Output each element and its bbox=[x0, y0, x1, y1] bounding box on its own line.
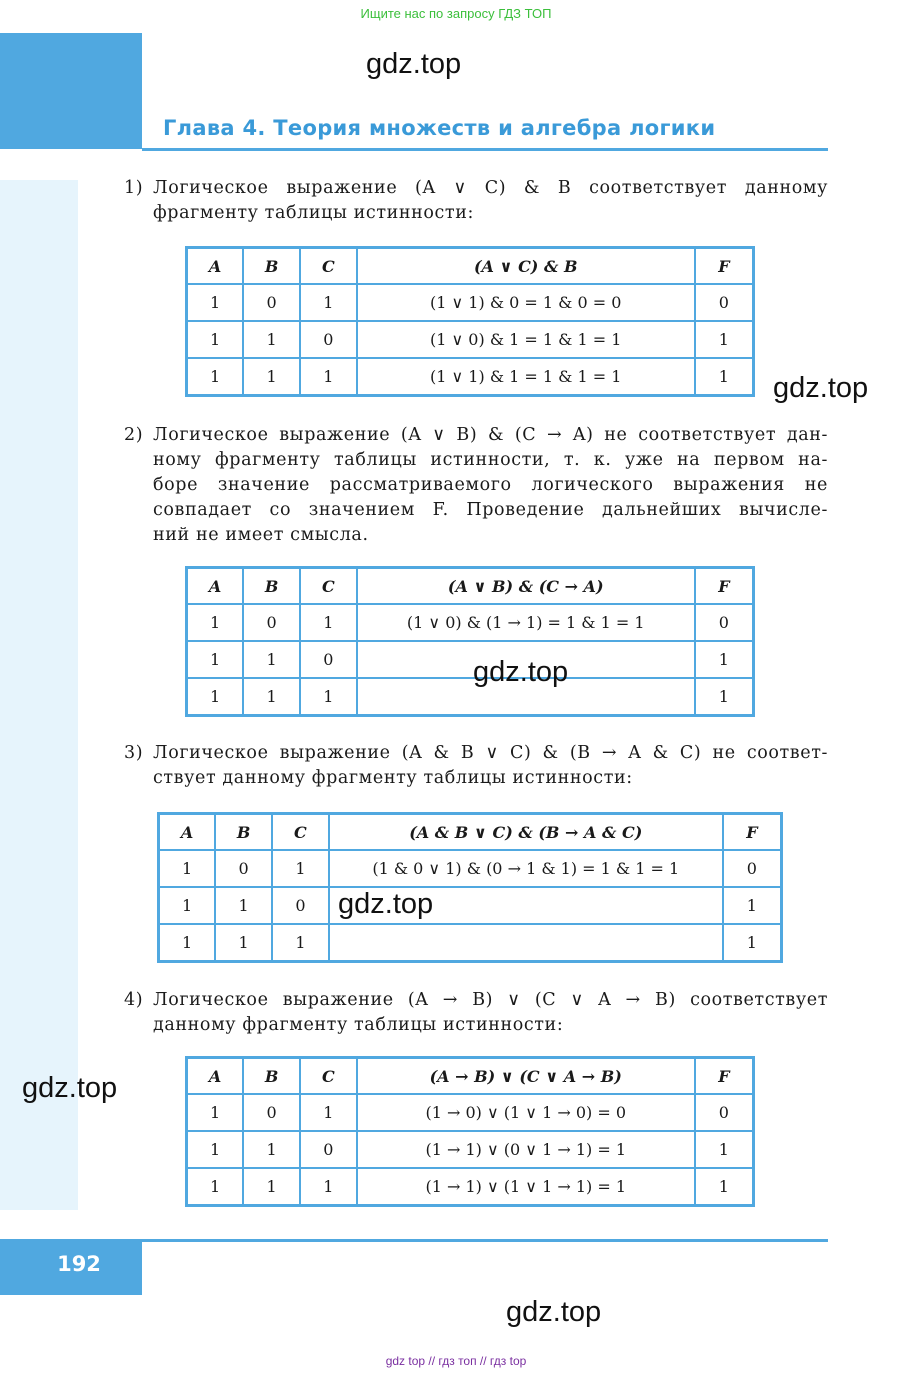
table-row bbox=[187, 1168, 754, 1206]
table-row bbox=[159, 887, 782, 924]
table-cell: 0 bbox=[300, 321, 357, 358]
table-header-row bbox=[159, 814, 782, 851]
table-row bbox=[159, 850, 782, 887]
table-cell: 0 bbox=[243, 284, 300, 321]
table-cell: 1 bbox=[187, 1131, 244, 1168]
section-number: 2) bbox=[124, 425, 144, 445]
header-cell: (A ∨ C) & B bbox=[357, 248, 695, 285]
header-cell: A bbox=[187, 568, 244, 605]
table-cell: 1 bbox=[187, 1168, 244, 1206]
truth-table-4 bbox=[185, 1056, 755, 1207]
header-cell: (A ∨ B) & (C → A) bbox=[357, 568, 695, 605]
table-cell: 1 bbox=[187, 604, 244, 641]
table-cell: (1 & 0 ∨ 1) & (0 → 1 & 1) = 1 & 1 = 1 bbox=[329, 850, 723, 887]
truth-table-2 bbox=[185, 566, 755, 717]
table-cell: 1 bbox=[300, 358, 357, 396]
header-cell: F bbox=[695, 1058, 754, 1095]
table-cell: 1 bbox=[300, 1168, 357, 1206]
table-cell: 1 bbox=[215, 924, 272, 962]
table-cell: 0 bbox=[300, 641, 357, 678]
table-cell: 1 bbox=[300, 284, 357, 321]
header-cell: C bbox=[300, 1058, 357, 1095]
table-cell: (1 → 1) ∨ (0 ∨ 1 → 1) = 1 bbox=[357, 1131, 695, 1168]
table-cell: 0 bbox=[695, 604, 754, 641]
table-cell: 1 bbox=[243, 678, 300, 716]
table-row bbox=[187, 641, 754, 678]
header-cell: C bbox=[300, 568, 357, 605]
header-cell: (A & B ∨ C) & (B → A & C) bbox=[329, 814, 723, 851]
section-number: 1) bbox=[124, 178, 144, 198]
table-cell: 1 bbox=[187, 1094, 244, 1131]
text-line: ствует данному фрагменту таблицы истинности: bbox=[153, 768, 633, 788]
watermark: gdz.top bbox=[338, 888, 434, 920]
header-cell: A bbox=[187, 248, 244, 285]
table-cell: 1 bbox=[723, 887, 782, 924]
section-number: 4) bbox=[124, 990, 144, 1010]
table-row bbox=[159, 924, 782, 962]
table-cell: 0 bbox=[215, 850, 272, 887]
header-cell: B bbox=[243, 1058, 300, 1095]
text-line: данному фрагменту таблицы истинности: bbox=[153, 1015, 564, 1035]
table-cell: 1 bbox=[243, 1168, 300, 1206]
truth-table-1 bbox=[185, 246, 755, 397]
table-cell: 1 bbox=[695, 321, 754, 358]
table-cell: 0 bbox=[272, 887, 329, 924]
footer-divider bbox=[142, 1239, 828, 1242]
table-cell: 1 bbox=[187, 678, 244, 716]
text-line: Логическое выражение (A ∨ B) & (C → A) не соответствует дан- bbox=[153, 425, 828, 445]
footer-links[interactable]: gdz top // гдз топ // гдз top bbox=[385, 1354, 527, 1368]
table-cell: 1 bbox=[159, 924, 216, 962]
section-1-text bbox=[124, 176, 828, 226]
table-cell: 1 bbox=[300, 1094, 357, 1131]
watermark: gdz.top bbox=[473, 656, 569, 688]
chapter-title: Глава 4. Теория множеств и алгебра логики bbox=[163, 116, 716, 140]
table-row bbox=[187, 678, 754, 716]
table-cell: 0 bbox=[243, 604, 300, 641]
watermark: gdz.top bbox=[366, 48, 462, 80]
table-cell: 0 bbox=[723, 850, 782, 887]
header-cell: B bbox=[243, 248, 300, 285]
table-cell: 0 bbox=[695, 284, 754, 321]
text-line: Логическое выражение (A ∨ C) & B соответствует данному bbox=[153, 178, 828, 198]
table-cell: 1 bbox=[723, 924, 782, 962]
table-cell: 1 bbox=[243, 321, 300, 358]
text-line: ний не имеет смысла. bbox=[153, 525, 369, 545]
table-cell: 1 bbox=[215, 887, 272, 924]
text-line: Логическое выражение (A & B ∨ C) & (B → A & C) не соответ- bbox=[153, 743, 828, 763]
header-cell: A bbox=[187, 1058, 244, 1095]
table-cell: 1 bbox=[300, 678, 357, 716]
table-cell: 1 bbox=[695, 1168, 754, 1206]
header-cell: F bbox=[695, 568, 754, 605]
table-cell: 1 bbox=[243, 641, 300, 678]
page-number: 192 bbox=[57, 1252, 101, 1276]
header-cell: (A → B) ∨ (C ∨ A → B) bbox=[357, 1058, 695, 1095]
watermark: gdz.top bbox=[506, 1296, 602, 1328]
text-line: боре значение рассматриваемого логического выражения не bbox=[153, 475, 828, 495]
section-2-text bbox=[124, 423, 828, 548]
section-number: 3) bbox=[124, 743, 144, 763]
text-line: ному фрагменту таблицы истинности, т. к. уже на первом на- bbox=[153, 450, 828, 470]
truth-table-3 bbox=[157, 812, 783, 963]
header-cell: B bbox=[215, 814, 272, 851]
table-cell: (1 ∨ 1) & 0 = 1 & 0 = 0 bbox=[357, 284, 695, 321]
table-cell: 1 bbox=[272, 924, 329, 962]
text-line: совпадает со значением F. Проведение дальнейших вычисле- bbox=[153, 500, 828, 520]
table-cell: 1 bbox=[159, 850, 216, 887]
table-cell: 1 bbox=[695, 641, 754, 678]
table-cell: (1 → 0) ∨ (1 ∨ 1 → 0) = 0 bbox=[357, 1094, 695, 1131]
chapter-divider bbox=[142, 148, 828, 151]
section-4-text bbox=[124, 988, 828, 1038]
text-line: фрагменту таблицы истинности: bbox=[153, 203, 474, 223]
header-cell: F bbox=[723, 814, 782, 851]
table-row bbox=[187, 1094, 754, 1131]
table-cell: 1 bbox=[695, 678, 754, 716]
table-header-row bbox=[187, 248, 754, 285]
table-header-row bbox=[187, 1058, 754, 1095]
table-row bbox=[187, 321, 754, 358]
table-cell: 1 bbox=[695, 358, 754, 396]
watermark: gdz.top bbox=[773, 372, 869, 404]
table-row bbox=[187, 358, 754, 396]
table-header-row bbox=[187, 568, 754, 605]
corner-color-block bbox=[0, 33, 142, 149]
table-cell: 1 bbox=[300, 604, 357, 641]
table-cell: (1 → 1) ∨ (1 ∨ 1 → 1) = 1 bbox=[357, 1168, 695, 1206]
header-cell: A bbox=[159, 814, 216, 851]
table-cell: (1 ∨ 1) & 1 = 1 & 1 = 1 bbox=[357, 358, 695, 396]
table-cell: 1 bbox=[243, 1131, 300, 1168]
table-cell: 1 bbox=[187, 321, 244, 358]
table-cell: 0 bbox=[300, 1131, 357, 1168]
table-row bbox=[187, 284, 754, 321]
table-cell: (1 ∨ 0) & 1 = 1 & 1 = 1 bbox=[357, 321, 695, 358]
side-margin-strip bbox=[0, 180, 78, 1210]
watermark: gdz.top bbox=[22, 1072, 118, 1104]
table-cell: 0 bbox=[695, 1094, 754, 1131]
header-cell: F bbox=[695, 248, 754, 285]
table-cell: 1 bbox=[159, 887, 216, 924]
table-row bbox=[187, 604, 754, 641]
table-cell: 1 bbox=[187, 284, 244, 321]
table-row bbox=[187, 1131, 754, 1168]
header-cell: B bbox=[243, 568, 300, 605]
table-cell: 1 bbox=[187, 641, 244, 678]
table-cell: 1 bbox=[243, 358, 300, 396]
top-banner: Ищите нас по запросу ГДЗ ТОП bbox=[360, 6, 552, 21]
table-cell: 1 bbox=[272, 850, 329, 887]
header-cell: C bbox=[300, 248, 357, 285]
text-line: Логическое выражение (A → B) ∨ (C ∨ A → B) соответствует bbox=[153, 990, 828, 1010]
table-cell: 1 bbox=[187, 358, 244, 396]
table-cell: (1 ∨ 0) & (1 → 1) = 1 & 1 = 1 bbox=[357, 604, 695, 641]
header-cell: C bbox=[272, 814, 329, 851]
table-cell bbox=[329, 924, 723, 962]
section-3-text bbox=[124, 741, 828, 791]
table-cell: 0 bbox=[243, 1094, 300, 1131]
table-cell: 1 bbox=[695, 1131, 754, 1168]
